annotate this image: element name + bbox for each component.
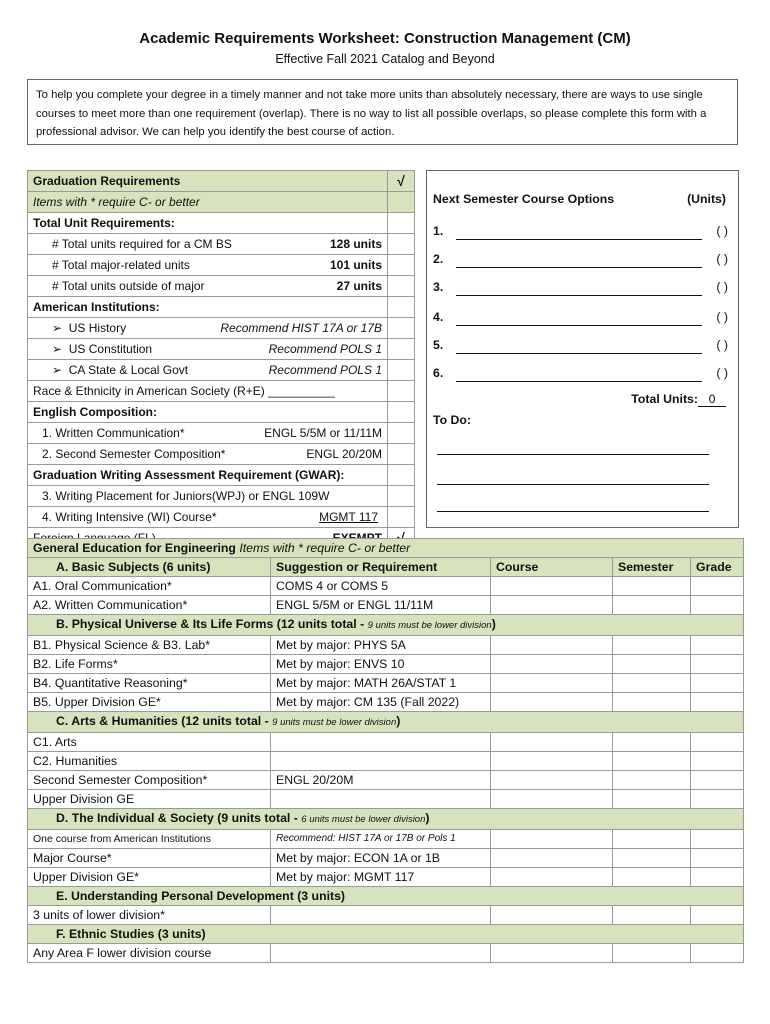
course-cell[interactable]	[491, 693, 613, 712]
semester-cell[interactable]	[613, 655, 691, 674]
total-value: 128 units	[329, 236, 382, 251]
semester-cell[interactable]	[613, 906, 691, 925]
check-cell[interactable]	[388, 423, 415, 444]
todo-line[interactable]	[437, 454, 709, 455]
ge-row: Upper Division GE* Met by major: MGMT 117	[28, 868, 744, 887]
ge-row: Major Course* Met by major: ECON 1A or 1B	[28, 849, 744, 868]
section-a-heading: A. Basic Subjects (6 units)	[28, 558, 271, 577]
american-row	[28, 339, 415, 360]
course-option[interactable]: 2. ( )	[433, 252, 728, 266]
course-cell[interactable]	[491, 790, 613, 809]
total-row	[28, 234, 415, 255]
check-cell[interactable]	[388, 276, 415, 297]
course-cell[interactable]	[491, 849, 613, 868]
check-cell[interactable]	[388, 465, 415, 486]
american-institutions-heading: American Institutions:	[28, 297, 388, 318]
grade-cell[interactable]	[691, 596, 744, 615]
arrow-bullet-icon: ➢	[52, 362, 69, 377]
total-row	[28, 255, 415, 276]
check-cell[interactable]	[388, 402, 415, 423]
semester-cell[interactable]	[613, 849, 691, 868]
total-row	[28, 276, 415, 297]
check-cell[interactable]	[388, 234, 415, 255]
page-subtitle: Effective Fall 2021 Catalog and Beyond	[275, 52, 495, 66]
course-cell[interactable]	[491, 944, 613, 963]
todo-line[interactable]	[437, 511, 709, 512]
course-option[interactable]: 3. ( )	[433, 280, 728, 294]
todo-label: To Do:	[433, 413, 472, 427]
grad-title: Graduation Requirements	[33, 173, 181, 188]
total-label: # Total units outside of major	[52, 278, 205, 293]
course-option[interactable]: 5. ( )	[433, 338, 728, 352]
gwar-label: 4. Writing Intensive (WI) Course*	[42, 509, 217, 524]
ge-row: Second Semester Composition* ENGL 20/20M	[28, 771, 744, 790]
semester-cell[interactable]	[613, 830, 691, 849]
english-label: 2. Second Semester Composition*	[42, 446, 226, 461]
ge-row: One course from American Institutions Recommend: HIST 17A or 17B or Pols 1	[28, 830, 744, 849]
grade-cell[interactable]	[691, 830, 744, 849]
ge-row: 3 units of lower division*	[28, 906, 744, 925]
course-cell[interactable]	[491, 733, 613, 752]
grade-cell[interactable]	[691, 849, 744, 868]
ge-row: B2. Life Forms* Met by major: ENVS 10	[28, 655, 744, 674]
course-cell[interactable]	[491, 636, 613, 655]
ge-row: B5. Upper Division GE* Met by major: CM 135 (Fall 2022)	[28, 693, 744, 712]
grade-cell[interactable]	[691, 636, 744, 655]
semester-cell[interactable]	[613, 636, 691, 655]
english-value: ENGL 20/20M	[306, 446, 382, 461]
grade-cell[interactable]	[691, 771, 744, 790]
ge-row: B1. Physical Science & B3. Lab* Met by major: PHYS 5A	[28, 636, 744, 655]
check-cell[interactable]	[388, 192, 415, 213]
english-composition-heading: English Composition:	[28, 402, 388, 423]
check-cell[interactable]	[388, 339, 415, 360]
gwar-label: 3. Writing Placement for Juniors(WPJ) or ENGL 109W	[28, 486, 388, 507]
grade-cell[interactable]	[691, 577, 744, 596]
course-option[interactable]: 4. ( )	[433, 310, 728, 324]
grad-header-row	[28, 171, 415, 192]
course-cell[interactable]	[491, 752, 613, 771]
col-semester: Semester	[613, 558, 691, 577]
section-b-heading: B. Physical Universe & Its Life Forms (12 units total - 9 units must be lower division)	[28, 615, 744, 636]
course-cell[interactable]	[491, 906, 613, 925]
section-f-heading: F. Ethnic Studies (3 units)	[28, 925, 744, 944]
semester-cell[interactable]	[613, 771, 691, 790]
todo-line[interactable]	[437, 484, 709, 485]
grade-cell[interactable]	[691, 944, 744, 963]
col-suggestion: Suggestion or Requirement	[271, 558, 491, 577]
english-label: 1. Written Communication*	[42, 425, 185, 440]
check-cell[interactable]	[388, 318, 415, 339]
american-recommendation: Recommend HIST 17A or 17B	[220, 320, 382, 335]
check-cell[interactable]	[388, 381, 415, 402]
general-education-table	[27, 538, 744, 963]
grade-cell[interactable]	[691, 752, 744, 771]
check-header: √	[388, 171, 415, 192]
race-ethnicity-row: Race & Ethnicity in American Society (R+E) __________	[28, 381, 388, 402]
semester-cell[interactable]	[613, 752, 691, 771]
total-units-value[interactable]: 0	[698, 392, 726, 407]
american-label: US History	[68, 320, 127, 335]
gwar-row	[28, 507, 415, 528]
total-value: 27 units	[336, 278, 382, 293]
course-cell[interactable]	[491, 868, 613, 887]
course-cell[interactable]	[491, 830, 613, 849]
foreign-language-check[interactable]: √	[388, 528, 415, 549]
american-row	[28, 360, 415, 381]
intro-text: To help you complete your degree in a timely manner and not take more units than absolutely necessary, there are ways to use single courses to meet more than one requirement (overlap). There is no way to list all possible overlaps, so please complete this form with a professional advisor. We can help you identify the best course of action.	[27, 79, 738, 145]
course-cell[interactable]	[491, 577, 613, 596]
total-units: Total Units: 0	[631, 392, 726, 407]
arrow-bullet-icon: ➢	[52, 341, 69, 356]
grade-cell[interactable]	[691, 868, 744, 887]
ge-row: C1. Arts	[28, 733, 744, 752]
semester-cell[interactable]	[613, 790, 691, 809]
ge-row: A1. Oral Communication* COMS 4 or COMS 5	[28, 577, 744, 596]
grade-cell[interactable]	[691, 733, 744, 752]
american-recommendation: Recommend POLS 1	[268, 362, 382, 377]
american-label: CA State & Local Govt	[68, 362, 189, 377]
grad-subtitle: Items with * require C- or better	[28, 192, 388, 213]
english-row	[28, 444, 415, 465]
page-title: Academic Requirements Worksheet: Construction Management (CM)	[139, 30, 631, 47]
graduation-requirements-table	[27, 170, 415, 549]
arrow-bullet-icon: ➢	[52, 320, 69, 335]
check-cell[interactable]	[388, 360, 415, 381]
english-value: ENGL 5/5M or 11/11M	[264, 425, 382, 440]
gwar-heading: Graduation Writing Assessment Requirement (GWAR):	[28, 465, 388, 486]
grade-cell[interactable]	[691, 674, 744, 693]
ge-row: A2. Written Communication* ENGL 5/5M or ENGL 11/11M	[28, 596, 744, 615]
check-cell[interactable]	[388, 213, 415, 234]
course-cell[interactable]	[491, 655, 613, 674]
semester-cell[interactable]	[613, 674, 691, 693]
foreign-language-label: Foreign Language (FL)	[33, 530, 156, 545]
course-option[interactable]: 6. ( )	[433, 366, 728, 380]
american-row	[28, 318, 415, 339]
units-header: (Units)	[687, 192, 726, 206]
check-cell[interactable]	[388, 486, 415, 507]
semester-cell[interactable]	[613, 944, 691, 963]
semester-cell[interactable]	[613, 693, 691, 712]
english-row	[28, 423, 415, 444]
next-semester-title: Next Semester Course Options	[433, 192, 615, 206]
check-cell[interactable]	[388, 507, 415, 528]
gwar-value: MGMT 117	[319, 509, 378, 524]
check-cell[interactable]	[388, 444, 415, 465]
ge-column-headers	[28, 558, 744, 577]
section-d-heading: D. The Individual & Society (9 units total - 6 units must be lower division)	[28, 809, 744, 830]
ge-row: Upper Division GE	[28, 790, 744, 809]
american-label: US Constitution	[68, 341, 153, 356]
semester-cell[interactable]	[613, 733, 691, 752]
ge-row: C2. Humanities	[28, 752, 744, 771]
ge-row: Any Area F lower division course	[28, 944, 744, 963]
semester-cell[interactable]	[613, 868, 691, 887]
section-c-heading: C. Arts & Humanities (12 units total - 9 units must be lower division)	[28, 712, 744, 733]
course-cell[interactable]	[491, 674, 613, 693]
foreign-language-value: EXEMPT	[332, 530, 382, 545]
check-cell[interactable]	[388, 297, 415, 318]
grade-cell[interactable]	[691, 693, 744, 712]
total-value: 101 units	[329, 257, 382, 272]
next-semester-panel	[426, 170, 739, 528]
ge-row: B4. Quantitative Reasoning* Met by major: MATH 26A/STAT 1	[28, 674, 744, 693]
american-recommendation: Recommend POLS 1	[268, 341, 382, 356]
total-unit-heading: Total Unit Requirements:	[28, 213, 388, 234]
col-grade: Grade	[691, 558, 744, 577]
course-cell[interactable]	[491, 596, 613, 615]
total-label: # Total major-related units	[52, 257, 190, 272]
course-option[interactable]: 1. ( )	[433, 224, 728, 238]
grade-cell[interactable]	[691, 655, 744, 674]
section-e-heading: E. Understanding Personal Development (3 units)	[28, 887, 744, 906]
total-label: # Total units required for a CM BS	[52, 236, 232, 251]
semester-cell[interactable]	[613, 596, 691, 615]
check-cell[interactable]	[388, 255, 415, 276]
col-course: Course	[491, 558, 613, 577]
grade-cell[interactable]	[691, 906, 744, 925]
gwar-row	[28, 486, 415, 507]
grade-cell[interactable]	[691, 790, 744, 809]
course-cell[interactable]	[491, 771, 613, 790]
semester-cell[interactable]	[613, 577, 691, 596]
ge-header: General Education for Engineering Items with * require C- or better	[28, 539, 744, 558]
